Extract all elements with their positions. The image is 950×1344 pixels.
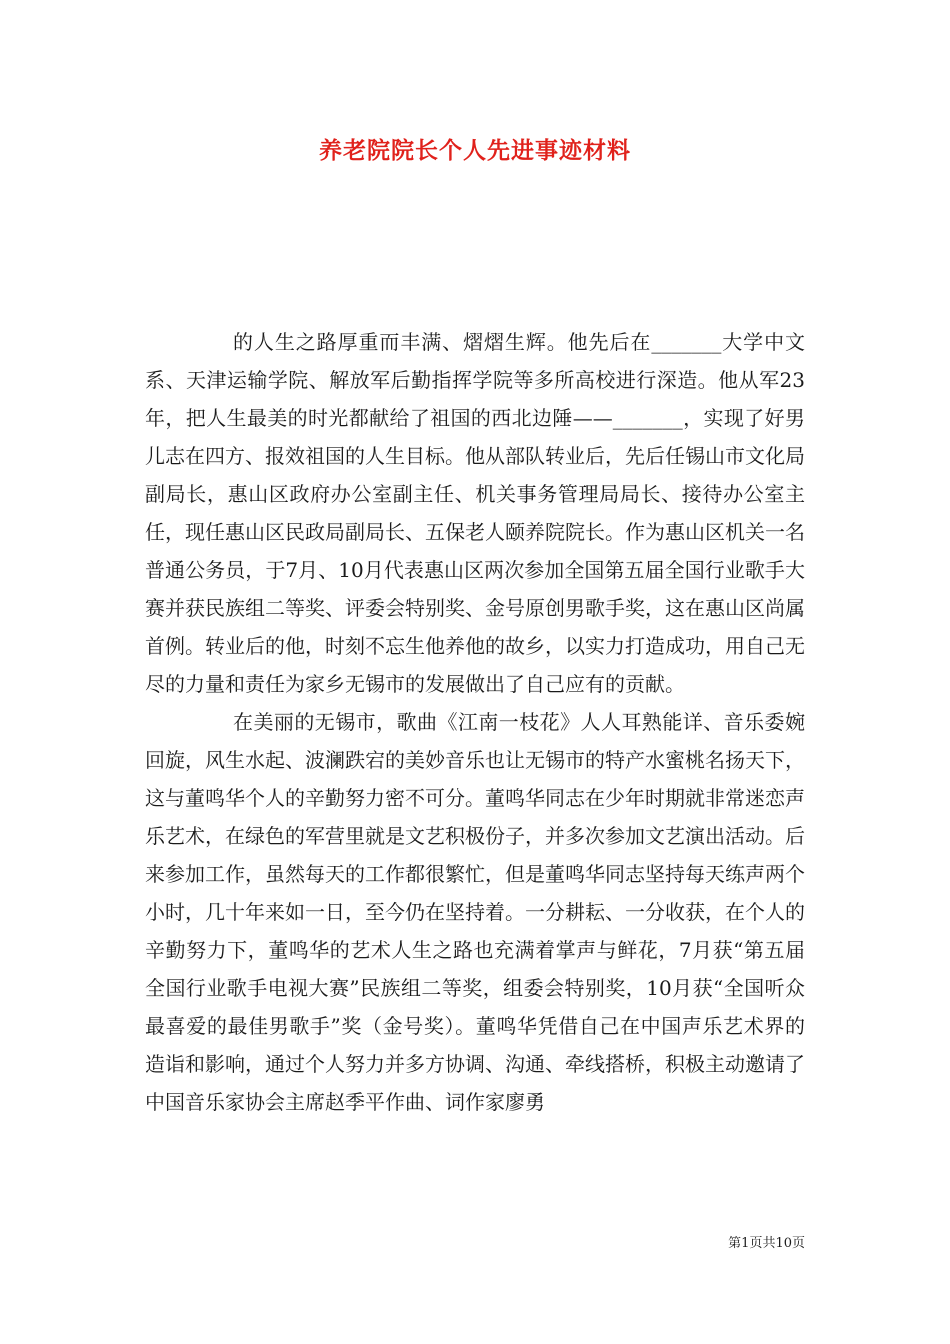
paragraph-2: 在美丽的无锡市，歌曲《江南一枝花》人人耳熟能详、音乐委婉回旋，风生水起、波澜跌宕的美妙音乐也让无锡市的特产水蜜桃名扬天下，这与董鸣华个人的辛勤努力密不可分。董鸣华同志在少年时期就非常迷恋声乐艺术，在绿色的军营里就是文艺积极份子，并多次参加文艺演出活动。后来参加工作，虽然每天的工作都很繁忙，但是董鸣华同志坚持每天练声两个小时，几十年来如一日，至今仍在坚持着。一分耕耘、一分收获，在个人的辛勤努力下，董鸣华的艺术人生之路也充满着掌声与鲜花，7月获“第五届全国行业歌手电视大赛”民族组二等奖，组委会特别奖，10月获“全国听众最喜爱的最佳男歌手”奖（金号奖）。董鸣华凭借自己在中国声乐艺术界的造诣和影响，通过个人努力并多方协调、沟通、牵线搭桥，积极主动邀请了中国音乐家协会主席赵季平作曲、词作家廖勇 [145,710,805,1114]
document-title: 养老院院长个人先进事迹材料 [319,137,631,164]
paragraph-1: 的人生之路厚重而丰满、熠熠生辉。他先后在_______大学中文系、天津运输学院、解放军后勤指挥学院等多所高校进行深造。他从军23年，把人生最美的时光都献给了祖国的西北边陲——_______，实现了好男儿志在四方、报效祖国的人生目标。他从部队转业后，先后任锡山市文化局副局长，惠山区政府办公室副主任、机关事务管理局局长、接待办公室主任，现任惠山区民政局副局长、五保老人颐养院院长。作为惠山区机关一名普通公务员，于7月、10月代表惠山区两次参加全国第五届全国行业歌手大赛并获民族组二等奖、评委会特别奖、金号原创男歌手奖，这在惠山区尚属首例。转业后的他，时刻不忘生他养他的故乡，以实力打造成功，用自己无尽的力量和责任为家乡无锡市的发展做出了自己应有的贡献。 [145,330,805,696]
page-number-footer: 第1页共10页 [728,1236,805,1251]
document-body [145,323,805,1121]
